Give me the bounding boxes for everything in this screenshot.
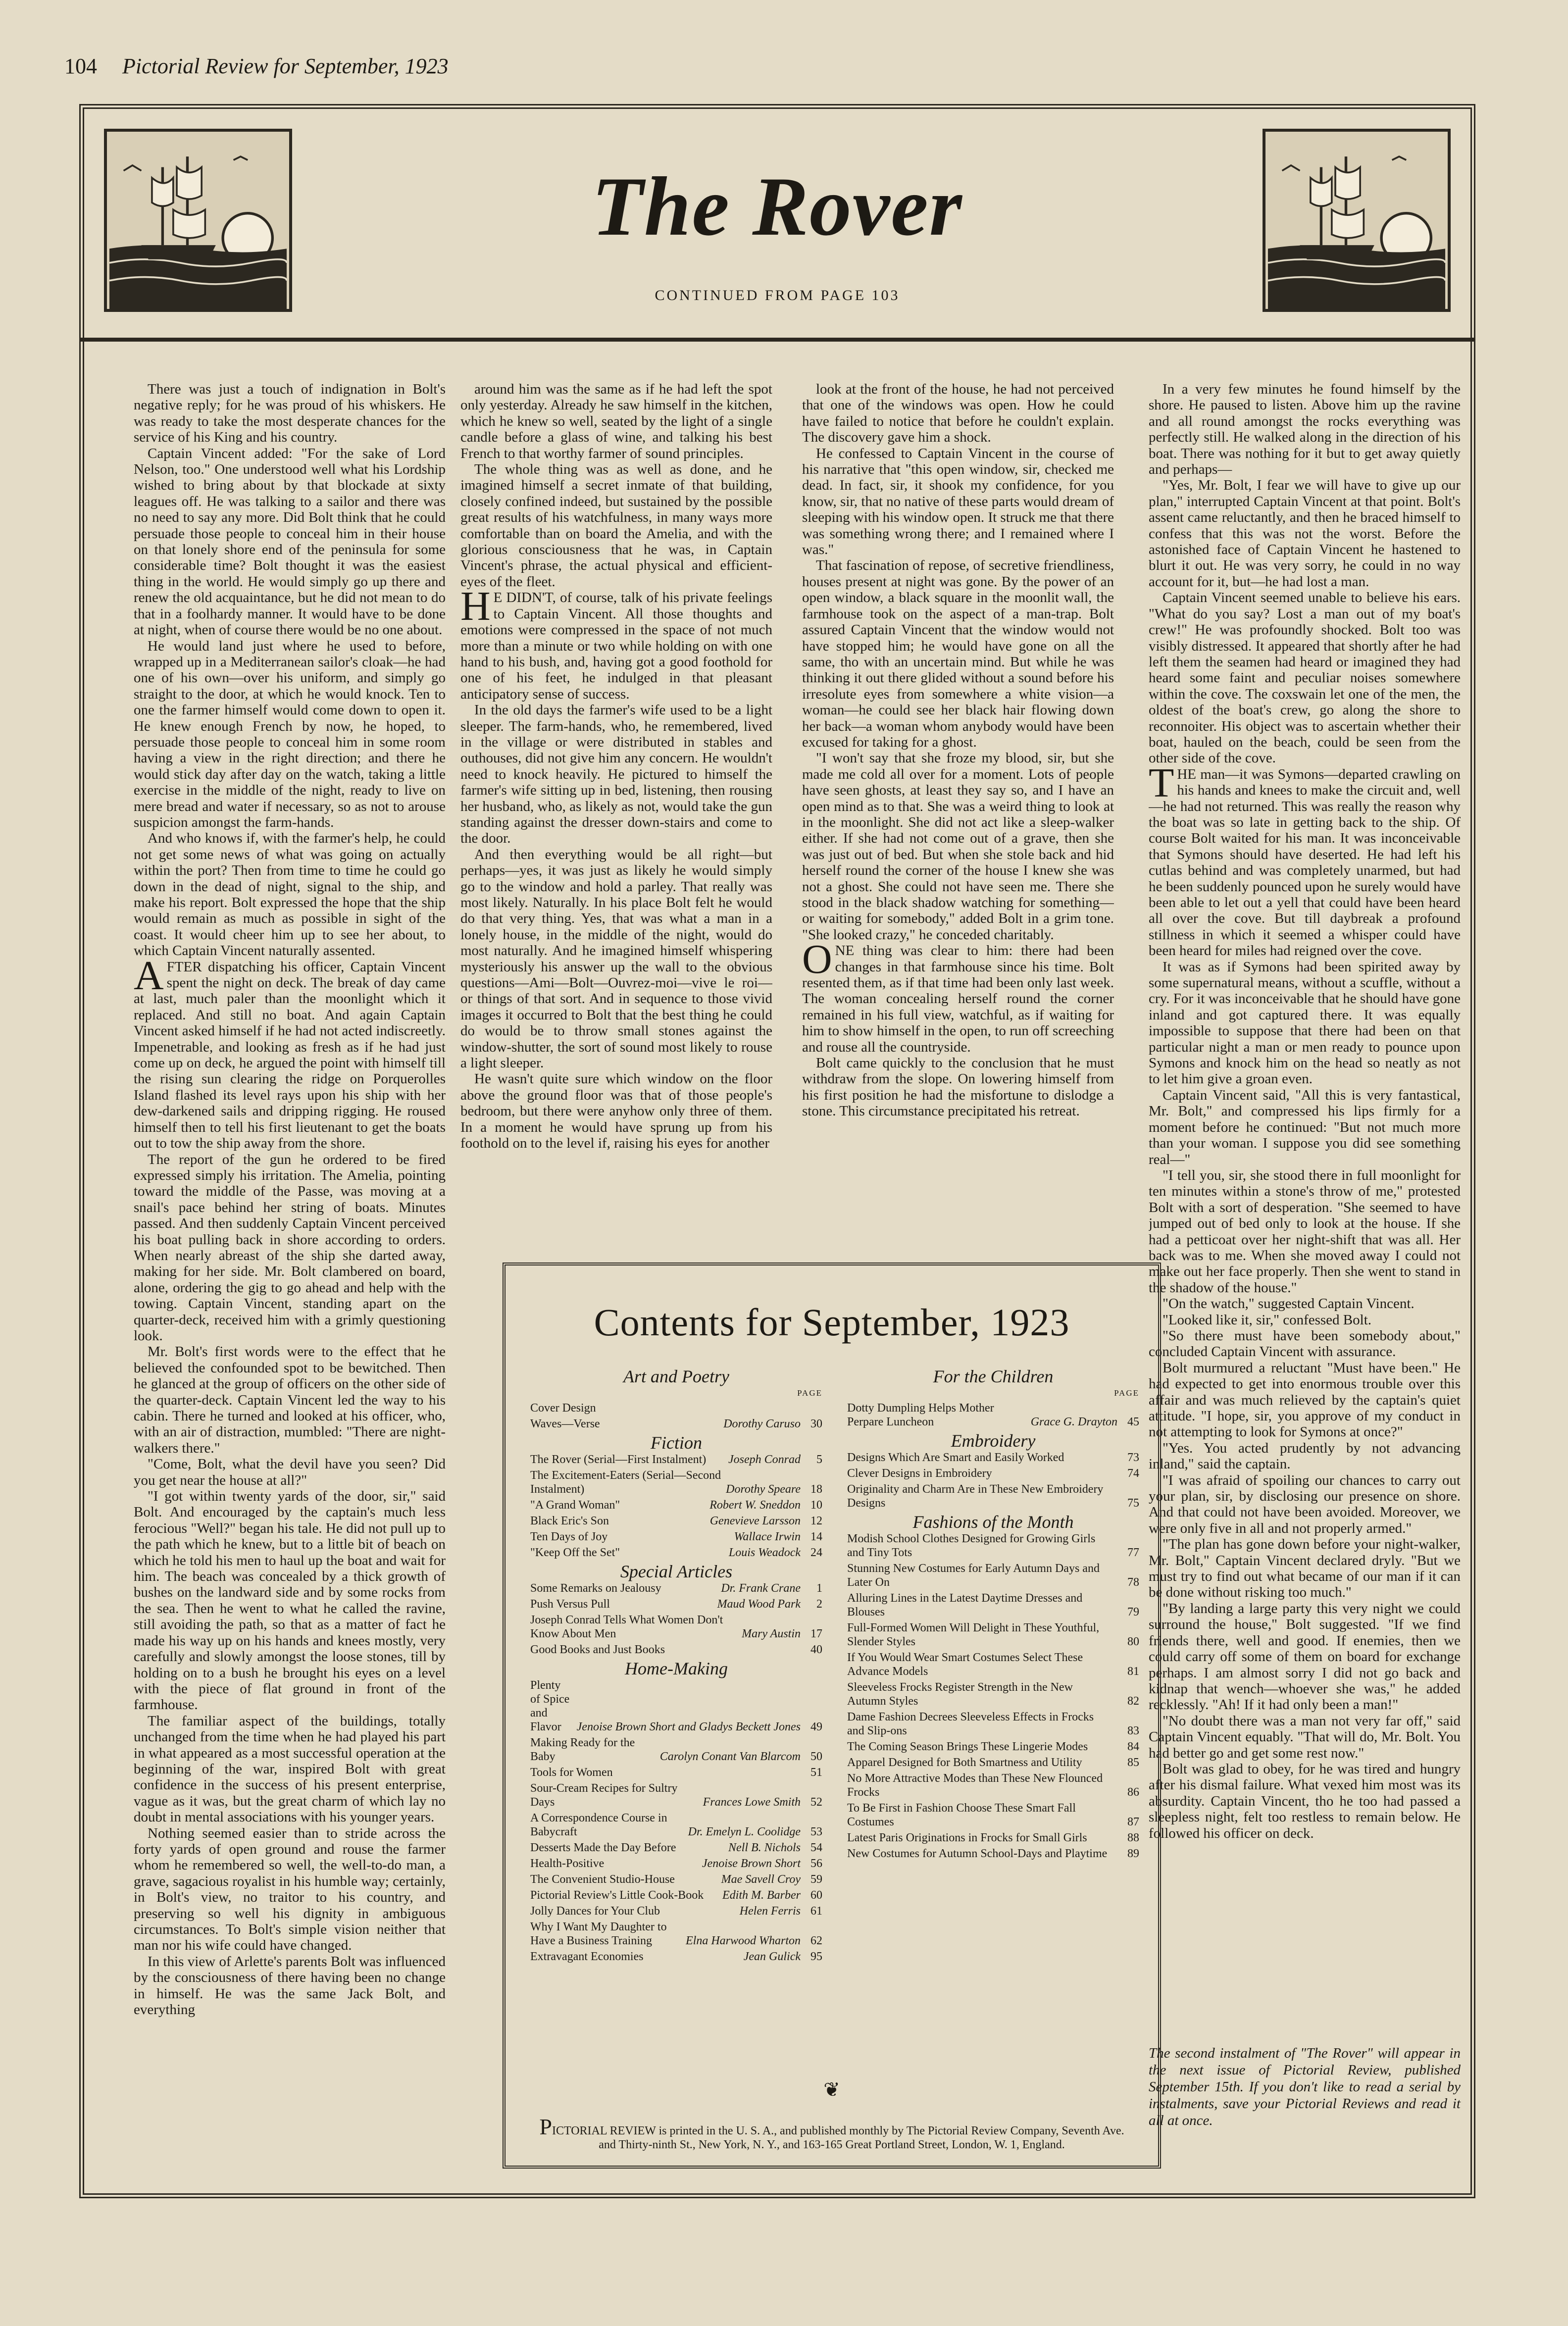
contents-section-heading: Embroidery — [951, 1431, 1036, 1451]
entry-page: 59 — [810, 1873, 822, 1886]
paragraph: HE DIDN'T, of course, talk of his private feelings to Captain Vincent. All those thoughts and emotions were compressed in the space of not much more than a minute or two while holding on with one hand to his bush, and, having got a good foothold for one of his feet, he indulged in that pleasant anticipatory sense of success. — [460, 583, 772, 702]
entry-author: Wallace Irwin — [734, 1530, 801, 1543]
paragraph: look at the front of the house, he had not perceived that one of the windows was open. How he could have failed to notice that before he couldn't explain. The discovery gave him a shock. — [802, 381, 1114, 446]
contents-entry — [847, 1831, 1139, 1845]
contents-left-column — [530, 1365, 822, 1966]
entry-author: Jean Gulick — [743, 1950, 801, 1963]
paragraph: "I tell you, sir, she stood there in full moonlight for ten minutes within a stone's throw of me," protested Bolt with a sort of desperation. "She seemed to have jumped out of bed only to look at the house. If she had a petticoat over her night-shift that was all. Her back was to me. When she moved away I could not make out her face properly. Then she went to stand in the shadow of the house." — [1149, 1167, 1461, 1296]
entry-title: A Correspondence Course in Babycraft — [530, 1812, 667, 1838]
contents-entry — [530, 1417, 822, 1431]
entry-title: Originality and Charm Are in These New Embroidery Designs — [847, 1483, 1104, 1510]
entry-page: 86 — [1127, 1786, 1139, 1799]
entry-page: 1 — [816, 1582, 822, 1595]
entry-title: Some Remarks on Jealousy — [530, 1582, 661, 1595]
entry-page: 74 — [1127, 1467, 1139, 1480]
paragraph: "So there must have been somebody about," concluded Captain Vincent with assurance. — [1149, 1327, 1461, 1360]
entry-page: 54 — [810, 1841, 822, 1854]
contents-entry — [530, 1613, 822, 1641]
entry-page: 81 — [1127, 1665, 1139, 1678]
paragraph: It was as if Symons had been spirited away by some supernatural means, without a scuffle, without a cry. For it was inconceivable that he should have gone inland and got captured there. It was equally impossible to suppose that there had been on that particular night a man or men ready to pounce upon Symons and knock him on the head so neatly as not to let him give a groan even. — [1149, 959, 1461, 1087]
paragraph: Nothing seemed easier than to stride across the forty yards of open ground and rouse the farmer whom he remembered so well, the well-to-do man, a grave, sagacious royalist in his humble way; certainly, in Bolt's view, no traitor to his country, and preserving so well his dignity in ambiguous circumstances. To Bolt's simple vision neither that man nor his wife could have changed. — [134, 1825, 446, 1954]
contents-entry — [847, 1591, 1139, 1619]
entry-title: Black Eric's Son — [530, 1515, 609, 1527]
paragraph: "Yes, Mr. Bolt, I fear we will have to give up our plan," interrupted Captain Vincent at that point. Bolt's assent came reluctantly, and then he braced himself to confess that this was not the worst. Before the astonished face of Captain Vincent he hastened to blurt it out. He was very sorry, he could in no way account for it, but—he had lost a man. — [1149, 477, 1461, 590]
entry-page: 12 — [810, 1515, 822, 1527]
contents-entry — [847, 1847, 1139, 1861]
entry-title: To Be First in Fashion Choose These Smart Fall Costumes — [847, 1802, 1076, 1828]
article-header — [79, 104, 1475, 342]
contents-entry — [847, 1482, 1139, 1510]
contents-section-heading: Home-Making — [625, 1659, 728, 1678]
paragraph: The report of the gun he ordered to be fired expressed simply his irritation. The Amelia, pointing toward the middle of the Passe, was moving at a snail's pace behind her string of boats. Minutes passed. And then suddenly Captain Vincent perceived his boat pulling back in shore according to orders. When nearly abreast of the ship she darted away, making for her side. Mr. Bolt clambered on board, alone, ordering the gig to go ahead and help with the towing. Captain Vincent, standing apart on the quarter-deck, received him with a grimly questioning look. — [134, 1151, 446, 1344]
paragraph: In a very few minutes he found himself by the shore. He paused to listen. Above him up the ravine and all round amongst the rocks everything was perfectly still. He walked along in the direction of his boat. There was nothing for it but to get away quietly and perhaps— — [1149, 381, 1461, 478]
paragraph: "I was afraid of spoiling our chances to carry out your plan, sir, by disclosing our presence on shore. And that could not have been avoided. Moreover, we were only five in all and not properly armed." — [1149, 1472, 1461, 1536]
magazine-issue: Pictorial Review for September, 1923 — [122, 54, 449, 78]
paragraph: "By landing a large party this very night we could surround the house," Bolt suggested. "If we find friends there, well and good. If enemies, then we could carry off some of them on board for exchange perhaps. I am almost sorry I did not go back and kidnap that wench—whoever she was," he added recklessly. "Ah! If it had only been a man!" — [1149, 1600, 1461, 1713]
contents-entry — [530, 1546, 822, 1560]
contents-entry — [530, 1514, 822, 1528]
entry-title: Why I Want My Daughter to Have a Business Training — [530, 1921, 667, 1947]
entry-title: Sleeveless Frocks Register Strength in the New Autumn Styles — [847, 1681, 1073, 1708]
contents-entry — [847, 1756, 1139, 1770]
entry-title: Tools for Women — [530, 1766, 613, 1779]
contents-entry — [530, 1530, 822, 1544]
contents-entry — [530, 1453, 822, 1466]
paragraph: "I won't say that she froze my blood, sir, but she made me cold all over for a moment. Lots of people have seen ghosts, at least they say so, and I have an open mind as to that. She was a weird thing to look at in the moonlight. She did not act like a sleep-walker either. If she had not come out of a grave, then she was just out of bed. But when she stole back and hid herself round the corner of the house I knew she was not a ghost. She could not have seen me. There she stood in the black shadow watching for something—or waiting for somebody," added Bolt in a grim tone. "She looked crazy," he conceded charitably. — [802, 750, 1114, 943]
entry-author: Genevieve Larsson — [709, 1515, 801, 1527]
entry-page: 89 — [1127, 1847, 1139, 1860]
contents-entry — [530, 1872, 822, 1886]
entry-author: Edith M. Barber — [722, 1889, 801, 1902]
contents-entry — [847, 1532, 1139, 1560]
paragraph: THE man—it was Symons—departed crawling on his hands and knees to make the circuit and, well—he had not returned. This was really the reason why the boat was so late in getting back to the ship. Of course Bolt waited for his man. It was inconceivable that Symons should have deserted. He had left his cutlas behind and was completely unarmed, but had he been suddenly pounced upon he surely would have been able to let out a yell that could have been heard all over the cove. But till daybreak a profound stillness in which it seemed a whisper could have been heard for miles had reigned over the cove. — [1149, 759, 1461, 959]
entry-author: Maud Wood Park — [717, 1598, 801, 1611]
entry-author: Dr. Emelyn L. Coolidge — [688, 1825, 801, 1838]
entry-author: Dorothy Speare — [726, 1483, 801, 1496]
entry-page: 5 — [816, 1453, 822, 1466]
entry-page: 77 — [1127, 1546, 1139, 1559]
text-column-3 — [802, 381, 1114, 1248]
entry-title: Good Books and Just Books — [530, 1643, 665, 1656]
paragraph: Bolt was glad to obey, for he was tired and hungry after his dismal failure. What vexed him most was its absurdity. Captain Vincent, tho he too had passed a sleepless night, felt too restless to remain below. He followed his officer on deck. — [1149, 1761, 1461, 1841]
paragraph: The whole thing was as well as done, and he imagined himself a secret inmate of that building, closely confined indeed, but sustained by the possible great results of his watchfulness, in many ways more comfortable than on board the Amelia, and with the glorious consciousness that he was, in Captain Vincent's phrase, the actual physical and efficient-eyes of the fleet. — [460, 461, 772, 590]
paragraph: In this view of Arlette's parents Bolt was influenced by the consciousness of there having been no change in himself. He was the same Jack Bolt, and everything — [134, 1953, 446, 2018]
paragraph: Bolt murmured a reluctant "Must have been." He had expected to get into enormous trouble over this affair and was much relieved by the captain's quiet attitude. "I hope, sir, you approve of my conduct in not attempting to look for Symons at once?" — [1149, 1360, 1461, 1440]
contents-entry — [530, 1766, 822, 1779]
entry-author: Louis Weadock — [728, 1546, 801, 1559]
entry-page: 61 — [810, 1905, 822, 1918]
entry-author: Frances Lowe Smith — [703, 1796, 801, 1809]
contents-entry — [530, 1468, 822, 1496]
paragraph: The familiar aspect of the buildings, totally unchanged from the time when he had played his part in what appeared as a most successful operation at the beginning of the war, inspired Bolt with great confidence in the success of his present enterprise, vague as it was, but the great charm of which lay no doubt in mental associations with his younger years. — [134, 1713, 446, 1825]
entry-title: No More Attractive Modes than These New Flounced Frocks — [847, 1772, 1103, 1799]
entry-page: 60 — [810, 1889, 822, 1902]
paragraph: "On the watch," suggested Captain Vincent. — [1163, 1296, 1415, 1312]
entry-title: The Coming Season Brings These Lingerie Modes — [847, 1740, 1088, 1753]
entry-page: 14 — [810, 1530, 822, 1543]
entry-author: Mary Austin — [742, 1627, 801, 1640]
entry-title: Modish School Clothes Designed for Growing Girls and Tiny Tots — [847, 1532, 1096, 1559]
paragraph: AFTER dispatching his officer, Captain Vincent spent the night on deck. The break of day came at last, much paler than the moonlight which it replaced. And still no boat. And again Captain Vincent asked himself if he had not acted indiscreetly. Impenetrable, and looking as fresh as if he had just come up on deck, he argued the point with himself till the rising sun clearing the ridge on Porquerolles Island flashed its level rays upon his ship with her dew-darkened sails and dripping rigging. He roused himself then to tell his first lieutenant to get the boats out to tow the ship away from the shore. — [134, 952, 446, 1152]
entry-author: Mae Savell Croy — [721, 1873, 801, 1886]
contents-entry — [530, 1920, 822, 1948]
entry-page: 75 — [1127, 1497, 1139, 1510]
contents-entry — [847, 1401, 1139, 1429]
entry-page: 83 — [1127, 1724, 1139, 1737]
entry-title: Latest Paris Originations in Frocks for Small Girls — [847, 1831, 1087, 1844]
entry-title: Dame Fashion Decrees Sleeveless Effects in Frocks and Slip-ons — [847, 1711, 1094, 1737]
entry-page: 84 — [1127, 1740, 1139, 1753]
paragraph: Mr. Bolt's first words were to the effect that he believed the confounded spot to be bewitched. Then he glanced at the group of officers on the other side of the quarter-deck. Captain Vincent led the way to his cabin. There he turned and looked at his officer, who, with an air of distraction, mumbled: "There are night-walkers there." — [134, 1344, 446, 1456]
entry-page: 40 — [810, 1643, 822, 1656]
entry-title: Alluring Lines in the Latest Daytime Dresses and Blouses — [847, 1592, 1083, 1618]
entry-page: 56 — [810, 1857, 822, 1870]
entry-author: Helen Ferris — [739, 1905, 801, 1918]
entry-title: The Rover (Serial—First Instalment) — [530, 1453, 707, 1466]
contents-right-column — [847, 1365, 1139, 1863]
entry-author: Jenoise Brown Short and Gladys Beckett Jones — [576, 1720, 801, 1733]
entry-title: The Convenient Studio-House — [530, 1873, 675, 1886]
paragraph: There was just a touch of indignation in Bolt's negative reply; for he was proud of his whiskers. He was ready to take the most desperate chances for the service of his King and his country. — [134, 381, 446, 446]
entry-title: Ten Days of Joy — [530, 1530, 608, 1543]
contents-entry — [847, 1710, 1139, 1738]
entry-page: 49 — [810, 1720, 822, 1733]
entry-page: 24 — [810, 1546, 822, 1559]
contents-section-heading: Fashions of the Month — [912, 1512, 1074, 1532]
paragraph: Captain Vincent seemed unable to believe his ears. "What do you say? Lost a man out of my boat's crew!" He was profoundly shocked. Bolt too was visibly distressed. It appeared that shortly after he had left them the seamen had heard or imagined they had heard some faint and peculiar noises somewhere within the cove. The coxswain let one of the men, the oldest of the boat's crew, go along the shore to reconnoiter. His object was to ascertain whether their boat, hauled on the beach, could be seen from the other side of the cove. — [1149, 590, 1461, 766]
page-column-label: PAGE — [797, 1388, 822, 1398]
entry-title: Stunning New Costumes for Early Autumn Days and Later On — [847, 1562, 1100, 1589]
entry-title: The Excitement-Eaters (Serial—Second Instalment) — [530, 1469, 721, 1496]
contents-entry — [847, 1651, 1139, 1678]
entry-page: 87 — [1127, 1816, 1139, 1828]
contents-entry — [847, 1740, 1139, 1754]
entry-page: 10 — [810, 1499, 822, 1512]
contents-entry — [530, 1581, 822, 1595]
contents-entry — [847, 1680, 1139, 1708]
entry-title: Sour-Cream Recipes for Sultry Days — [530, 1782, 678, 1809]
paragraph: Captain Vincent added: "For the sake of Lord Nelson, too." One understood well what his Lordship wished to bring about by that blockade at sixty leagues off. He was talking to a sailor and there was no need to say any more. Did Bolt think that he could persuade those people to conceal him in their house on that lonely shore end of the peninsula for some considerable time? Bolt thought it was the easiest thing in the world. He would simply go up there and renew the old acquaintance, but he did not mean to do that in a foolhardy manner. It would have to be done at night, when of course there would be no one about. — [134, 445, 446, 638]
entry-page: 82 — [1127, 1695, 1139, 1708]
entry-page: 53 — [810, 1825, 822, 1838]
entry-title: Designs Which Are Smart and Easily Worked — [847, 1451, 1064, 1464]
entry-title: Apparel Designed for Both Smartness and Utility — [847, 1756, 1082, 1769]
entry-page: 95 — [810, 1950, 822, 1963]
entry-title: Full-Formed Women Will Delight in These Youthful, Slender Styles — [847, 1621, 1100, 1648]
contents-entry — [530, 1950, 822, 1964]
paragraph: That fascination of repose, of secretive friendliness, houses present at night was gone. By the power of an open window, a black square in the moonlit wall, the farmhouse took on the aspect of a man-trap. Bolt assured Captain Vincent that the window would not have stopped him; he would have gone on all the same, tho with an uncertain mind. But while he was thinking it out there glided without a sound before his irresolute eyes from somewhere a white vision—a woman—he could see her black hair flowing down her back—a woman whom anybody would have been excused for taking for a ghost. — [802, 557, 1114, 750]
entry-title: Pictorial Review's Little Cook-Book — [530, 1889, 704, 1902]
entry-title: Joseph Conrad Tells What Women Don't Know About Men — [530, 1614, 723, 1640]
contents-entry — [847, 1466, 1139, 1480]
contents-entry — [530, 1811, 822, 1839]
contents-entry — [530, 1678, 822, 1734]
entry-page: 30 — [810, 1417, 822, 1430]
entry-title: Extravagant Economies — [530, 1950, 644, 1963]
paragraph: He confessed to Captain Vincent in the course of his narrative that "this open window, sir, checked me dead. In fact, sir, it shook my confidence, for you know, sir, that no native of these parts would dream of sleeping with his window open. It struck me that there was something wrong there; and I remained where I was." — [802, 445, 1114, 558]
entry-title: Clever Designs in Embroidery — [847, 1467, 992, 1480]
paragraph: "Looked like it, sir," confessed Bolt. — [1163, 1312, 1372, 1328]
entry-page: 85 — [1127, 1756, 1139, 1769]
entry-page: 50 — [810, 1750, 822, 1763]
contents-entry — [847, 1621, 1139, 1649]
entry-page: 51 — [810, 1766, 822, 1779]
paragraph: And then everything would be all right—but perhaps—yes, it was just as likely he would simply go to the window and hold a parley. That really was most likely. Naturally. In his place Bolt felt he would do that very thing. Yes, that was what a man in a lonely house, in the middle of the night, would do most naturally. And he imagined himself whispering mysteriously his answer up the wall to the obvious questions—Ami—Bolt—Ouvrez-moi—vive le roi—or things of that sort. And in sequence to those vivid images it occurred to Bolt that the best thing he could do would be to throw small stones against the window-shutter, the sort of sound most likely to rouse a light sleeper. — [460, 846, 772, 1071]
contents-entry — [847, 1451, 1139, 1465]
entry-author: Joseph Conrad — [728, 1453, 801, 1466]
entry-title: Waves—Verse — [530, 1417, 600, 1430]
entry-author: Carolyn Conant Van Blarcom — [659, 1750, 801, 1763]
contents-entry — [847, 1771, 1139, 1799]
entry-page: 62 — [810, 1934, 822, 1947]
entry-author: Nell B. Nichols — [728, 1841, 801, 1854]
entry-title: Making Ready for the Baby — [530, 1736, 635, 1763]
entry-title: "A Grand Woman" — [530, 1499, 620, 1512]
text-column-2 — [460, 381, 772, 1248]
paragraph: "No doubt there was a man not very far off," said Captain Vincent equably. "That will do, Mr. Bolt. You had better go and get some rest now." — [1149, 1713, 1461, 1761]
entry-title: New Costumes for Autumn School-Days and Playtime — [847, 1847, 1108, 1860]
contents-section-heading: Special Articles — [620, 1562, 733, 1581]
contents-entry — [530, 1841, 822, 1855]
paragraph: around him was the same as if he had left the spot only yesterday. Already he saw himself in the kitchen, which he knew so well, seated by the light of a single candle before a glass of wine, and talking his best French to that worthy farmer of sound principles. — [460, 381, 772, 461]
continued-note: CONTINUED FROM PAGE 103 — [655, 287, 900, 303]
serial-endnote: The second instalment of "The Rover" will appear in the next issue of Pictorial Review, published September 15th. If you don't like to read a serial by instalments, save your Pictorial Reviews and read it all at once. — [1149, 2045, 1461, 2128]
paragraph: "I got within twenty yards of the door, sir," said Bolt. And encouraged by the captain's much less ferocious "Well?" began his tale. He did not pull up to the path which he knew, but to a little bit of beach on which he told his men to haul up the boat and wait for him. The beach was concealed by a thick growth of bushes on the landward side and by some rocks from the sea. Then he went to what he called the ravine, still avoiding the path, so that as a matter of fact he made his way up on his hands and knees mostly, very carefully and slowly amongst the loose stones, till by holding on to a bush he brought his eyes on a level with the piece of flat ground in front of the farmhouse. — [134, 1488, 446, 1713]
contents-entry — [530, 1888, 822, 1902]
entry-author: Robert W. Sneddon — [709, 1499, 801, 1512]
contents-section-heading: Fiction — [651, 1433, 702, 1453]
contents-title: Contents for September, 1923 — [594, 1301, 1070, 1344]
paragraph: He would land just where he used to before, wrapped up in a Mediterranean sailor's cloak—he had one of his own—over his uniform, and simply go straight to the door, at which he would knock. Ten to one the farmer himself would come down to open it. He knew enough French by now, he hoped, to persuade those people to conceal him in some room having a view in the right direction; and there he would stick day after day on the watch, taking a little exercise in the middle of the night, ready to live on mere bread and water if necessary, so as not to arouse suspicion amongst the farm-hands. — [134, 638, 446, 830]
table-of-contents — [503, 1263, 1161, 2169]
contents-section-heading: For the Children — [933, 1366, 1054, 1386]
contents-entry — [530, 1904, 822, 1918]
entry-title: If You Would Wear Smart Costumes Select These Advance Models — [847, 1651, 1083, 1678]
contents-section-heading: Art and Poetry — [623, 1366, 729, 1386]
entry-page: 78 — [1127, 1576, 1139, 1589]
paragraph: Bolt came quickly to the conclusion that he must withdraw from the slope. On lowering himself from his first position he had the misfortune to dislodge a stone. This circumstance precipitated his retreat. — [802, 1055, 1114, 1119]
contents-entry — [530, 1736, 822, 1764]
entry-title: Plenty of Spice and Flavor — [530, 1679, 570, 1733]
paragraph: ONE thing was clear to him: there had been changes in that farmhouse since his time. Bolt resented them, as if that time had been only last week. The woman concealing herself round the corner remained in his full view, watchful, as if waiting for him to show himself in the open, to run off screeching and rouse all the countryside. — [802, 936, 1114, 1055]
contents-entry — [847, 1801, 1139, 1829]
page-column-label: PAGE — [1114, 1388, 1139, 1398]
entry-title: "Keep Off the Set" — [530, 1546, 620, 1559]
page-number: 104 — [64, 54, 97, 78]
contents-entry — [847, 1562, 1139, 1589]
entry-title: Jolly Dances for Your Club — [530, 1905, 660, 1918]
ornament-icon: ❦ — [823, 2078, 840, 2101]
entry-author: Jenoise Brown Short — [702, 1857, 801, 1870]
article-title: The Rover — [592, 160, 963, 253]
entry-page: 80 — [1127, 1635, 1139, 1648]
entry-author: Dorothy Caruso — [723, 1417, 801, 1430]
entry-title: Desserts Made the Day Before — [530, 1841, 676, 1854]
entry-title: Dotty Dumpling Helps Mother Perpare Luncheon — [847, 1402, 994, 1428]
text-column-1 — [134, 381, 446, 2178]
contents-entry — [530, 1498, 822, 1512]
entry-page: 18 — [810, 1483, 822, 1496]
entry-title: Health-Positive — [530, 1857, 605, 1870]
entry-title: Push Versus Pull — [530, 1598, 610, 1611]
paragraph: In the old days the farmer's wife used to be a light sleeper. The farm-hands, who, he remembered, lived in the village or were distributed in stables and outhouses, did not give him any concern. He wouldn't need to knock heavily. He pictured to himself the farmer's wife sitting up in bed, listening, then rousing her husband, who, as likely as not, would take the gun standing against the dresser down-stairs and come to the door. — [460, 702, 772, 847]
entry-page: 88 — [1127, 1831, 1139, 1844]
entry-page: 79 — [1127, 1606, 1139, 1618]
entry-page: 17 — [810, 1627, 822, 1640]
paragraph: "The plan has gone down before your night-walker, Mr. Bolt," Captain Vincent declared dryly. "But we must try to find out what became of our man if it can be done without risking too much." — [1149, 1536, 1461, 1601]
paragraph: He wasn't quite sure which window on the floor above the ground floor was that of those people's bedroom, but there were anyhow only three of them. In a moment he would have sprung up from his foothold on to the level if, raising his eyes for another — [460, 1071, 772, 1152]
paragraph: "Yes. You acted prudently by not advancing inland," said the captain. — [1149, 1440, 1461, 1472]
entry-page: 73 — [1127, 1451, 1139, 1464]
entry-author: Elna Harwood Wharton — [685, 1934, 801, 1947]
text-column-4 — [1149, 381, 1461, 2030]
contents-entry — [530, 1401, 822, 1415]
entry-author: Grace G. Drayton — [1030, 1416, 1117, 1428]
entry-author: Dr. Frank Crane — [721, 1582, 801, 1595]
contents-entry — [530, 1597, 822, 1611]
entry-page: 2 — [816, 1598, 822, 1611]
contents-entry — [530, 1857, 822, 1871]
entry-page: 45 — [1127, 1416, 1139, 1428]
contents-entry — [530, 1643, 822, 1657]
running-head — [64, 53, 449, 79]
paragraph: Captain Vincent said, "All this is very fantastical, Mr. Bolt," and compressed his lips firmly for a moment before he continued: "But not much more than your woman. I suppose you did see something real—" — [1149, 1087, 1461, 1167]
entry-title: Cover Design — [530, 1402, 596, 1415]
paragraph: "Come, Bolt, what the devil have you seen? Did you get near the house at all?" — [134, 1456, 446, 1488]
contents-entry — [530, 1781, 822, 1809]
publisher-note: PICTORIAL REVIEW is printed in the U. S. A., and published monthly by The Pictorial Review Company, Seventh Ave. and Thirty-ninth St., New York, N. Y., and 163-165 Great Portland Street, London, W. 1, England. — [539, 2114, 1124, 2151]
entry-page: 52 — [810, 1796, 822, 1809]
paragraph: And who knows if, with the farmer's help, he could not get some news of what was going on actually within the port? Then from time to time he could go down in the dead of night, signal to the ship, and make his report. Bolt expressed the hope that the ship would remain as much as possible in sight of the coast. It would cheer him up to see her about, to which Captain Vincent naturally assented. — [134, 830, 446, 959]
